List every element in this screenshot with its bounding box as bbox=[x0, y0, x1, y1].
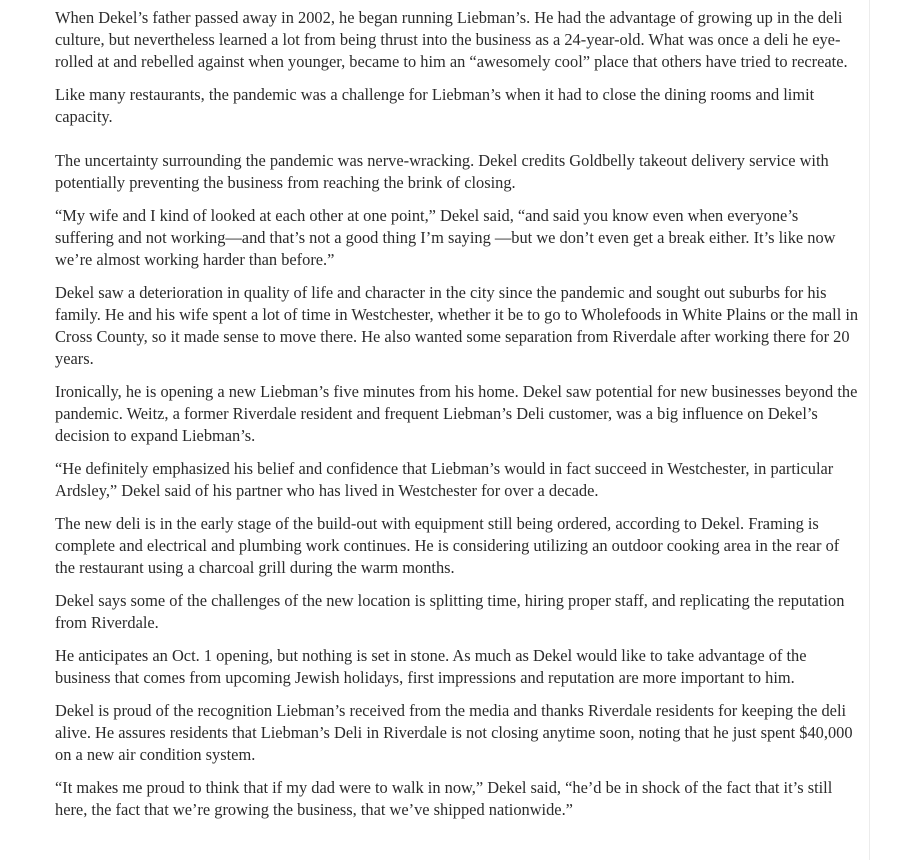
article-paragraph: He anticipates an Oct. 1 opening, but nothing is set in stone. As much as Dekel would like to take advantage of the business that comes from upcoming Jewish holidays, first impressions and reputation are more important to him. bbox=[55, 646, 807, 687]
article-paragraph: Like many restaurants, the pandemic was a challenge for Liebman’s when it had to close the dining rooms and limit capacity. bbox=[55, 85, 815, 126]
article-paragraph: “My wife and I kind of looked at each other at one point,” Dekel said, “and said you know even when everyone’s suffering and not working—and that’s not a good thing I’m saying —but we don’t even get a break either. It’s like now we’re almost working harder than before.” bbox=[55, 206, 836, 269]
article-paragraph: Dekel is proud of the recognition Liebman’s received from the media and thanks Riverdale residents for keeping the deli alive. He assures residents that Liebman’s Deli in Riverdale is not closing anytime soon, noting that he just spent $40,000 on a new air condition system. bbox=[55, 701, 853, 764]
article-paragraph: When Dekel’s father passed away in 2002, he began running Liebman’s. He had the advantage of growing up in the deli culture, but nevertheless learned a lot from being thrust into the business as a 24-year-old. What was once a deli he eye-rolled at and rebelled against when younger, became to him an “awesomely cool” place that others have tried to recreate. bbox=[55, 8, 848, 71]
article-paragraph: Dekel says some of the challenges of the new location is splitting time, hiring proper staff, and replicating the reputation from Riverdale. bbox=[55, 591, 845, 632]
article-paragraph: “He definitely emphasized his belief and confidence that Liebman’s would in fact succeed in Westchester, in particular Ardsley,” Dekel said of his partner who has lived in Westchester for over a decade. bbox=[55, 459, 834, 500]
article-paragraph: Ironically, he is opening a new Liebman’s five minutes from his home. Dekel saw potential for new businesses beyond the pandemic. Weitz, a former Riverdale resident and frequent Liebman’s Deli customer, was a big influence on Dekel’s decision to expand Liebman’s. bbox=[55, 382, 858, 445]
article-paragraph: The uncertainty surrounding the pandemic was nerve-wracking. Dekel credits Goldbelly takeout delivery service with potentially preventing the business from reaching the brink of closing. bbox=[55, 151, 829, 192]
article-paragraph: “It makes me proud to think that if my dad were to walk in now,” Dekel said, “he’d be in shock of the fact that it’s still here, the fact that we’re growing the business, that we’ve shipped nationwide.” bbox=[55, 778, 833, 819]
article-paragraph: Dekel saw a deterioration in quality of life and character in the city since the pandemic and sought out suburbs for his family. He and his wife spent a lot of time in Westchester, whether it be to go to Wholefoods in White Plains or the mall in Cross County, so it made sense to move there. He also wanted some separation from Riverdale after working there for 20 years. bbox=[55, 283, 859, 368]
page-divider-line bbox=[869, 0, 870, 860]
article-body bbox=[55, 7, 860, 832]
article-paragraph: The new deli is in the early stage of the build-out with equipment still being ordered, according to Dekel. Framing is complete and electrical and plumbing work continues. He is considering utilizing an outdoor cooking area in the rear of the restaurant using a charcoal grill during the warm months. bbox=[55, 514, 840, 577]
